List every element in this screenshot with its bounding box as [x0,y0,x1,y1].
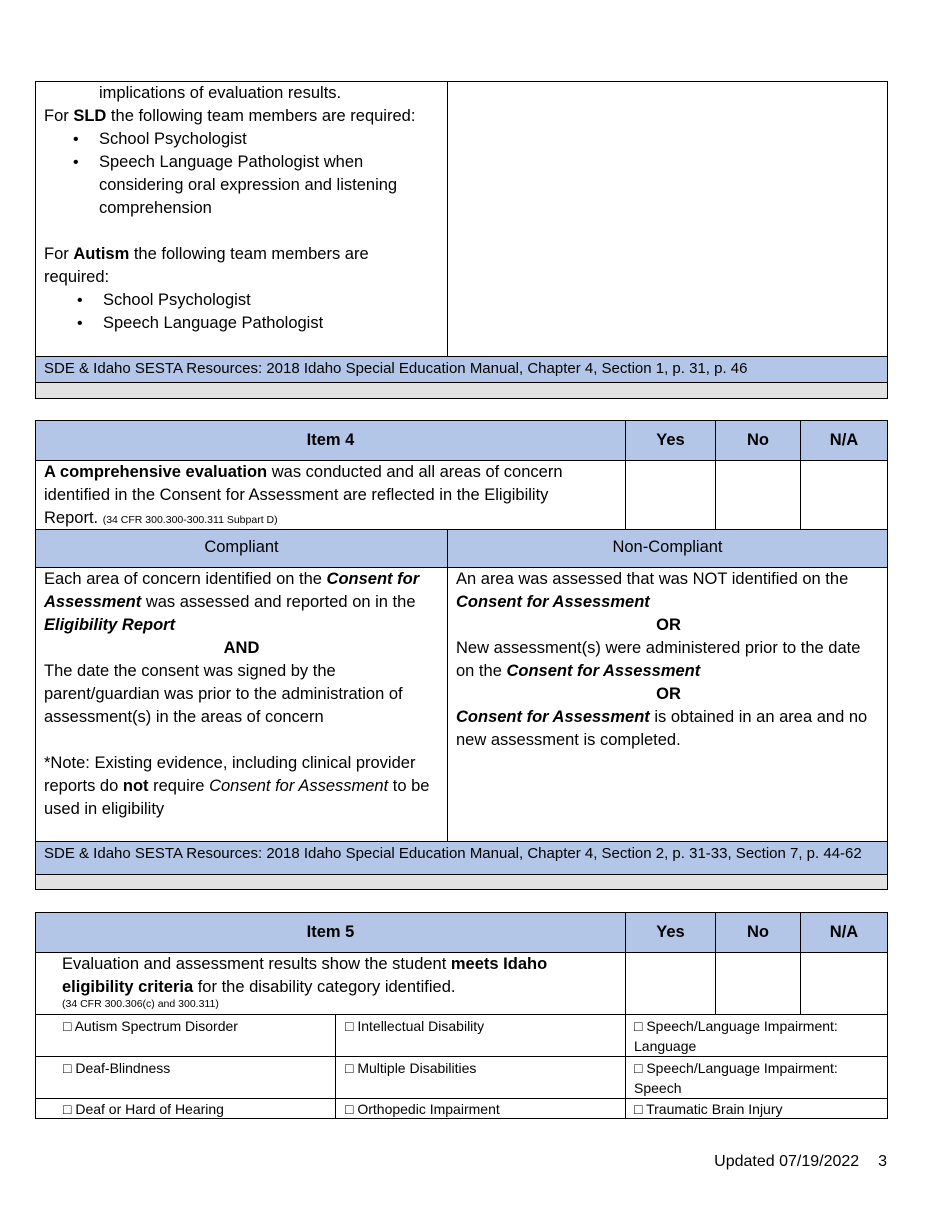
category-cell [35,1014,336,1057]
item5-header-yes-cell [625,912,716,953]
item4-title: Item 4 [306,431,355,449]
item4-na-answer[interactable] [800,460,888,530]
category-cell [625,1056,888,1099]
item4-yes-answer[interactable] [625,460,716,530]
item4-compliant-label: Compliant [204,538,279,556]
item5-title: Item 5 [306,923,355,941]
category-cell [335,1014,626,1057]
table1-resources-text: SDE & Idaho SESTA Resources: 2018 Idaho Special Education Manual, Chapter 4, Section 1, p. 31, p. 46 [44,360,748,377]
page-number: 3 [878,1153,887,1170]
category-cell [625,1014,888,1057]
category-cell [625,1098,888,1119]
item4-resources-text: SDE & Idaho SESTA Resources: 2018 Idaho Special Education Manual, Chapter 4, Section 2, p. 31-33, Section 7, p. 44-62 [44,845,862,862]
category-traumatic-brain-injury[interactable]: □ Traumatic Brain Injury [634,1101,783,1117]
category-cell [35,1098,336,1119]
item4-no-answer[interactable] [715,460,801,530]
item4-na-label: N/A [829,431,859,449]
item4-header-no-cell [715,420,801,461]
category-cell [335,1098,626,1119]
item4-compliant-header [35,529,448,568]
page-footer [714,1153,887,1171]
item4-noncompliant-text: An area was assessed that was NOT identified on the Consent for Assessment OR New assessment(s) were administered prior to the date on the Consent for Assessment OR Consent for Assessment is obtained in an area and no new assessment is completed. [456,570,868,749]
item4-header-title-cell [35,420,626,461]
table1-autism-list [103,289,423,335]
item5-header-no-cell [715,912,801,953]
category-deaf-blindness[interactable]: □ Deaf-Blindness [63,1060,171,1076]
table1-sld-list [99,128,419,220]
item4-noncompliant-header [447,529,888,568]
list-item: • School Psychologist [103,289,423,312]
list-item: • Speech Language Pathologist [103,312,423,335]
item4-no-label: No [747,431,769,449]
table1-right-cell [447,81,888,357]
category-deaf-hard-of-hearing[interactable]: □ Deaf or Hard of Hearing [63,1101,224,1117]
list-item: • Speech Language Pathologist when considering oral expression and listening comprehension [99,151,419,220]
category-orthopedic-impairment[interactable]: □ Orthopedic Impairment [345,1101,500,1117]
table1-cont-line: implications of evaluation results. [99,84,342,102]
category-sli-language[interactable]: □ Speech/Language Impairment: Language [634,1018,838,1054]
table1-sld-line: For SLD the following team members are required: [44,107,416,125]
item4-yes-label: Yes [656,431,685,449]
item5-header-title-cell [35,912,626,953]
item4-header-yes-cell [625,420,716,461]
category-cell [35,1056,336,1099]
item5-na-label: N/A [829,923,859,941]
item4-resources-row [35,841,888,875]
item4-header-na-cell [800,420,888,461]
item5-header-na-cell [800,912,888,953]
item5-cite: (34 CFR 300.306(c) and 300.311) [62,998,219,1010]
item5-na-answer[interactable] [800,952,888,1015]
table1-spacer-row [35,382,888,399]
item5-yes-label: Yes [656,923,685,941]
item4-noncompliant-label: Non-Compliant [612,538,723,556]
category-autism[interactable]: □ Autism Spectrum Disorder [63,1018,238,1034]
category-multiple-disabilities[interactable]: □ Multiple Disabilities [345,1060,477,1076]
item5-no-answer[interactable] [715,952,801,1015]
item4-description: A comprehensive evaluation was conducted and all areas of concern identified in the Consent for Assessment are reflected in the Eligibility Report. (34 CFR 300.300-300.311 Subpart D) [44,463,563,527]
list-item: • School Psychologist [99,128,419,151]
footer-updated: Updated 07/19/2022 [714,1153,860,1170]
item5-description: Evaluation and assessment results show the student meets Idaho eligibility criteria for the disability category identified. [62,955,548,996]
category-sli-speech[interactable]: □ Speech/Language Impairment: Speech [634,1060,838,1096]
item4-compliant-text: Each area of concern identified on the Consent for Assessment was assessed and reported on in the Eligibility Report AND The date the consent was signed by the parent/guardian was prior to the administration of assessment(s) in the areas of concern *Note: Existing evidence, including clinical provider reports do not require Consent for Assessment to be used in eligibility [44,570,430,818]
table1-autism-line: For Autism the following team members are required: [44,245,369,286]
table1-resources-row [35,356,888,383]
category-intellectual-disability[interactable]: □ Intellectual Disability [345,1018,485,1034]
item4-spacer-row [35,874,888,890]
item5-yes-answer[interactable] [625,952,716,1015]
category-cell [335,1056,626,1099]
item5-no-label: No [747,923,769,941]
